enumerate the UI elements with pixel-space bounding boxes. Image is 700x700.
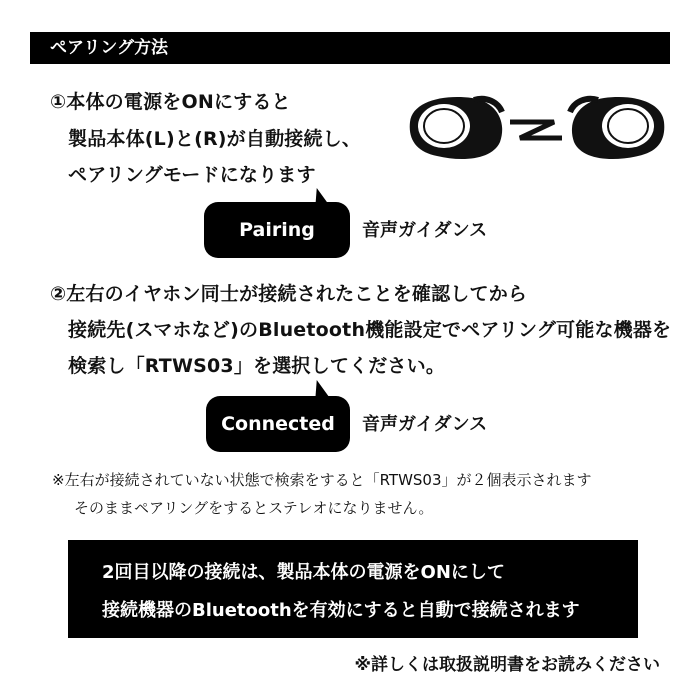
connected-voice-bubble: Connected [206,396,350,452]
step1-line-1: ①本体の電源をONにすると [50,91,291,113]
note-line-2: そのままペアリングをするとステレオになりません。 [74,499,434,517]
step1-line-3: ペアリングモードになります [68,164,316,186]
step2-line-2: 接続先(スマホなど)のBluetooth機能設定でペアリング可能な機器を [68,319,672,341]
pairing-voice-guide-label: 音声ガイダンス [362,220,488,241]
right-earbud-icon [570,97,664,159]
z-connection-icon [510,122,562,138]
reconnection-info-box [68,540,638,638]
step2-line-3: 検索し「RTWS03」を選択してください。 [68,355,446,377]
earbuds-illustration [402,82,672,174]
info-box-line-2: 接続機器のBluetoothを有効にすると自動で接続されます [102,600,580,621]
connected-voice-guide-label: 音声ガイダンス [362,414,488,435]
left-earbud-icon [410,97,502,159]
step2-line-1: ②左右のイヤホン同士が接続されたことを確認してから [50,283,528,305]
pairing-voice-bubble: Pairing [204,202,350,258]
section-header: ペアリング方法 [30,32,670,64]
info-box-line-1: 2回目以降の接続は、製品本体の電源をONにして [102,562,505,583]
note-line-1: ※左右が接続されていない状態で検索をすると「RTWS03」が２個表示されます [52,471,592,489]
manual-reference-note: ※詳しくは取扱説明書をお読みください [354,655,660,675]
step1-line-2: 製品本体(L)と(R)が自動接続し、 [68,128,362,150]
